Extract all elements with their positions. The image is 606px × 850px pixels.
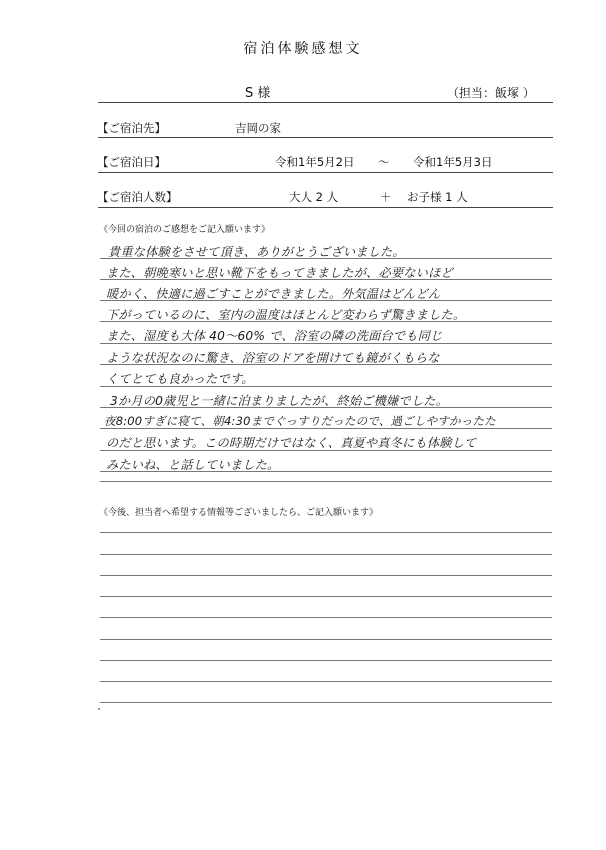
people-underline xyxy=(98,207,553,208)
ruled-line xyxy=(100,300,552,301)
handwritten-line: また、湿度も大体 40～60% で、浴室の隣の洗面台でも同じ xyxy=(106,329,443,343)
ruled-line xyxy=(100,554,552,555)
date-underline xyxy=(98,172,553,173)
document-title: 宿泊体験感想文 xyxy=(243,41,363,57)
ruled-line xyxy=(100,279,552,280)
plus-sign: ＋ xyxy=(380,190,392,204)
ruled-line xyxy=(100,386,552,387)
ruled-line xyxy=(100,321,552,322)
place-value: 吉岡の家 xyxy=(235,121,281,135)
date-label: 【ご宿泊日】 xyxy=(97,155,166,169)
ruled-line xyxy=(100,481,552,482)
ruled-line xyxy=(100,575,552,576)
ruled-line xyxy=(100,450,552,451)
ruled-line xyxy=(100,343,552,344)
place-label: 【ご宿泊先】 xyxy=(97,121,166,135)
staff-in-charge: （担当：飯塚 ） xyxy=(447,86,535,100)
handwritten-line: 下がっているのに、室内の温度はほとんど変わらず驚きました。 xyxy=(106,308,466,322)
handwritten-line: また、朝晩寒いと思い靴下をもってきましたが、必要ないほど xyxy=(106,266,453,280)
handwritten-line: くてとても良かったです。 xyxy=(106,372,254,386)
people-label: 【ご宿泊人数】 xyxy=(97,190,178,204)
guest-name: S 様 xyxy=(245,86,271,101)
ruled-line xyxy=(100,660,552,661)
date-to: 令和1年5月3日 xyxy=(413,155,493,169)
place-underline xyxy=(98,137,553,138)
ruled-line xyxy=(100,428,552,429)
requests-prompt: 《今後、担当者へ希望する情報等ございましたら、ご記入願います》 xyxy=(99,508,379,518)
ruled-line xyxy=(100,532,552,533)
ruled-line xyxy=(100,596,552,597)
date-from: 令和1年5月2日 xyxy=(275,155,355,169)
header-underline xyxy=(98,102,553,103)
date-separator: ～ xyxy=(378,155,390,169)
ruled-line xyxy=(100,407,552,408)
ruled-line xyxy=(100,471,552,472)
impressions-prompt: 《今回の宿泊のご感想をご記入願います》 xyxy=(99,225,271,235)
handwritten-line: みたいね、と話していました。 xyxy=(106,458,280,472)
ruled-line xyxy=(100,681,552,682)
ruled-line xyxy=(100,617,552,618)
scan-speck-mark xyxy=(96,706,102,712)
adult-count: 大人 2 人 xyxy=(289,190,339,204)
ruled-line xyxy=(100,702,552,703)
handwritten-line: のだと思います。この時期だけではなく、真夏や真冬にも体験して xyxy=(106,436,477,450)
handwritten-line: ような状況なのに驚き、浴室のドアを開けても鏡がくもらな xyxy=(106,351,440,365)
ruled-line xyxy=(100,639,552,640)
handwritten-line: 3か月の0歳児と一緒に泊まりましたが、終始ご機嫌でした。 xyxy=(110,394,448,408)
child-count: お子様 1 人 xyxy=(407,190,468,204)
handwritten-line: 貴重な体験をさせて頂き、ありがとうございました。 xyxy=(108,245,405,259)
handwritten-line: 暖かく、快適に過ごすことができました。外気温はどんどん xyxy=(106,287,441,301)
ruled-line xyxy=(100,258,552,259)
ruled-line xyxy=(100,364,552,365)
handwritten-line: 夜8:00すぎに寝て、朝4:30までぐっすりだったので、過ごしやすかったた xyxy=(104,414,496,428)
